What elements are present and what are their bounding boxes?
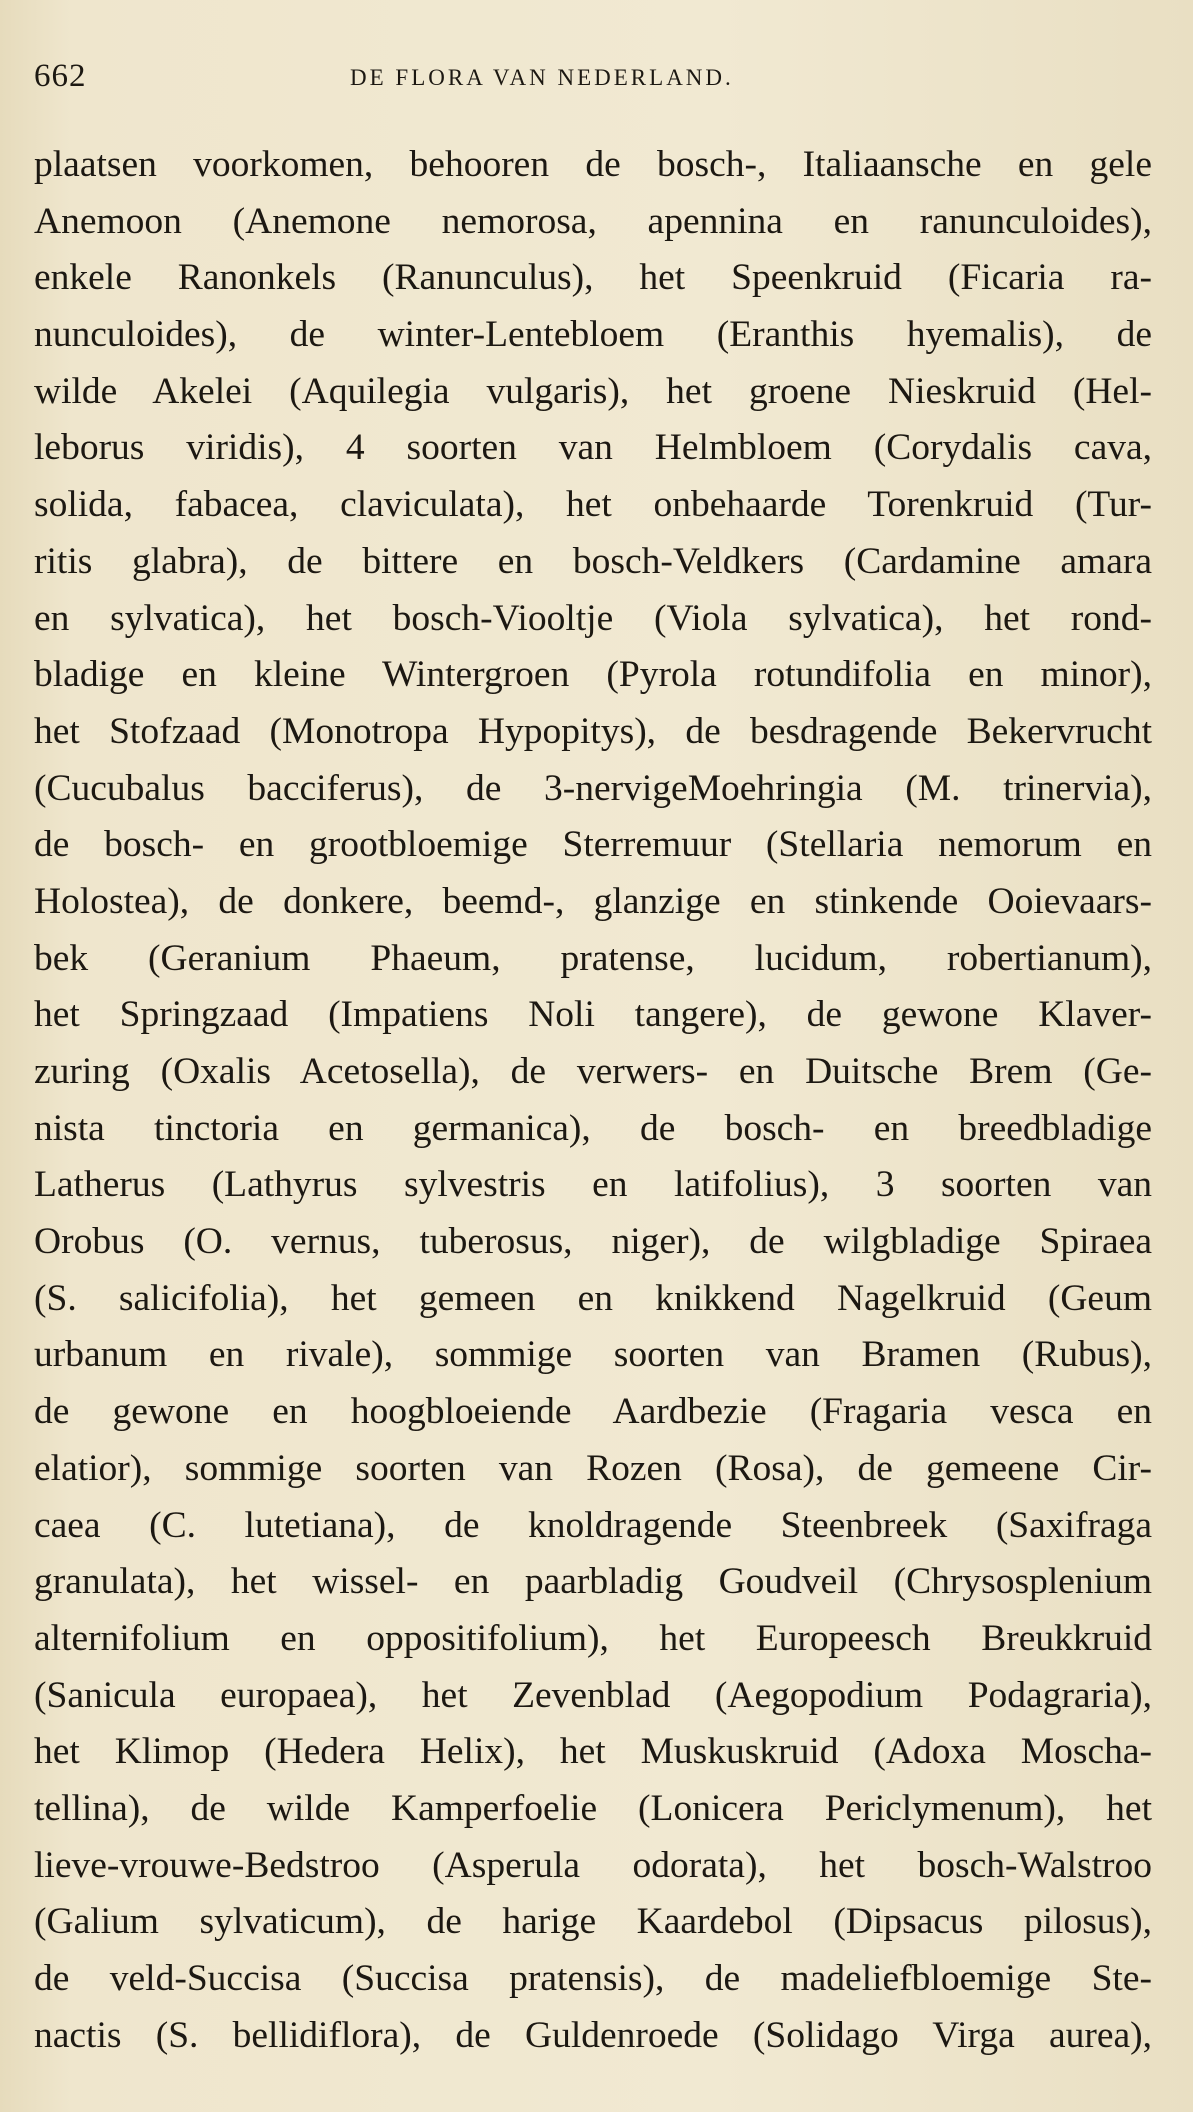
text-line: tellina), de wilde Kamperfoelie (Lonicera Periclymenum), het — [34, 1787, 1152, 1829]
text-line: de veld-Succisa (Succisa pratensis), de madeliefbloemige Ste- — [34, 1958, 1152, 1999]
text-line: enkele Ranonkels (Ranunculus), het Speenkruid (Ficaria ra- — [34, 257, 1152, 299]
text-line: nista tinctoria en germanica), de bosch- en breedbladige — [34, 1107, 1152, 1149]
text-line: (Sanicula europaea), het Zevenblad (Aegopodium Podagraria), — [34, 1674, 1152, 1716]
text-line: en sylvatica), het bosch-Viooltje (Viola sylvatica), het rond- — [34, 597, 1152, 639]
text-line: urbanum en rivale), sommige soorten van Bramen (Rubus), — [34, 1334, 1152, 1376]
text-line: nunculoides), de winter-Lentebloem (Eranthis hyemalis), de — [34, 314, 1152, 356]
page-number: 662 — [34, 58, 87, 94]
running-title: DE FLORA VAN NEDERLAND. — [350, 65, 734, 90]
text-line: (S. salicifolia), het gemeen en knikkend Nagelkruid (Geum — [34, 1277, 1152, 1319]
text-line: de bosch- en grootbloemige Sterremuur (Stellaria nemorum en — [34, 824, 1152, 866]
text-line: caea (C. lutetiana), de knoldragende Steenbreek (Saxifraga — [34, 1504, 1152, 1546]
text-line: zuring (Oxalis Acetosella), de verwers- en Duitsche Brem (Ge- — [34, 1051, 1152, 1092]
text-line: Latherus (Lathyrus sylvestris en latifolius), 3 soorten van — [34, 1164, 1152, 1206]
text-line: (Galium sylvaticum), de harige Kaardebol (Dipsacus pilosus), — [34, 1901, 1152, 1943]
text-line: granulata), het wissel- en paarbladig Goudveil (Chrysosplenium — [34, 1561, 1152, 1603]
text-line: elatior), sommige soorten van Rozen (Rosa), de gemeene Cir- — [34, 1447, 1152, 1489]
text-line: bladige en kleine Wintergroen (Pyrola rotundifolia en minor), — [34, 654, 1152, 696]
body-text — [34, 137, 1152, 2064]
text-line: de gewone en hoogbloeiende Aardbezie (Fragaria vesca en — [34, 1391, 1152, 1433]
text-line: ritis glabra), de bittere en bosch-Veldkers (Cardamine amara — [34, 540, 1152, 582]
text-line: solida, fabacea, claviculata), het onbehaarde Torenkruid (Tur- — [34, 484, 1152, 526]
text-line: Holostea), de donkere, beemd-, glanzige en stinkende Ooievaars- — [34, 880, 1152, 922]
page-header — [34, 58, 1154, 98]
text-line: Orobus (O. vernus, tuberosus, niger), de wilgbladige Spiraea — [34, 1221, 1152, 1263]
text-line: wilde Akelei (Aquilegia vulgaris), het groene Nieskruid (Hel- — [34, 370, 1152, 412]
text-line: het Springzaad (Impatiens Noli tangere), de gewone Klaver- — [34, 994, 1152, 1036]
text-line: het Klimop (Hedera Helix), het Muskuskruid (Adoxa Moscha- — [34, 1731, 1152, 1773]
text-line: alternifolium en oppositifolium), het Europeesch Breukkruid — [34, 1617, 1152, 1659]
text-line: Anemoon (Anemone nemorosa, apennina en ranunculoides), — [34, 200, 1152, 242]
text-line: leborus viridis), 4 soorten van Helmbloem (Corydalis cava, — [34, 427, 1152, 469]
text-line: het Stofzaad (Monotropa Hypopitys), de besdragende Bekervrucht — [34, 710, 1152, 752]
text-line: lieve-vrouwe-Bedstroo (Asperula odorata), het bosch-Walstroo — [34, 1844, 1152, 1886]
text-line: plaatsen voorkomen, behooren de bosch-, Italiaansche en gele — [34, 144, 1152, 185]
text-line: nactis (S. bellidiflora), de Guldenroede (Solidago Virga aurea), — [34, 2014, 1152, 2056]
text-line: bek (Geranium Phaeum, pratense, lucidum, robertianum), — [34, 937, 1152, 979]
text-line: (Cucubalus bacciferus), de 3-nervigeMoehringia (M. trinervia), — [34, 767, 1152, 809]
